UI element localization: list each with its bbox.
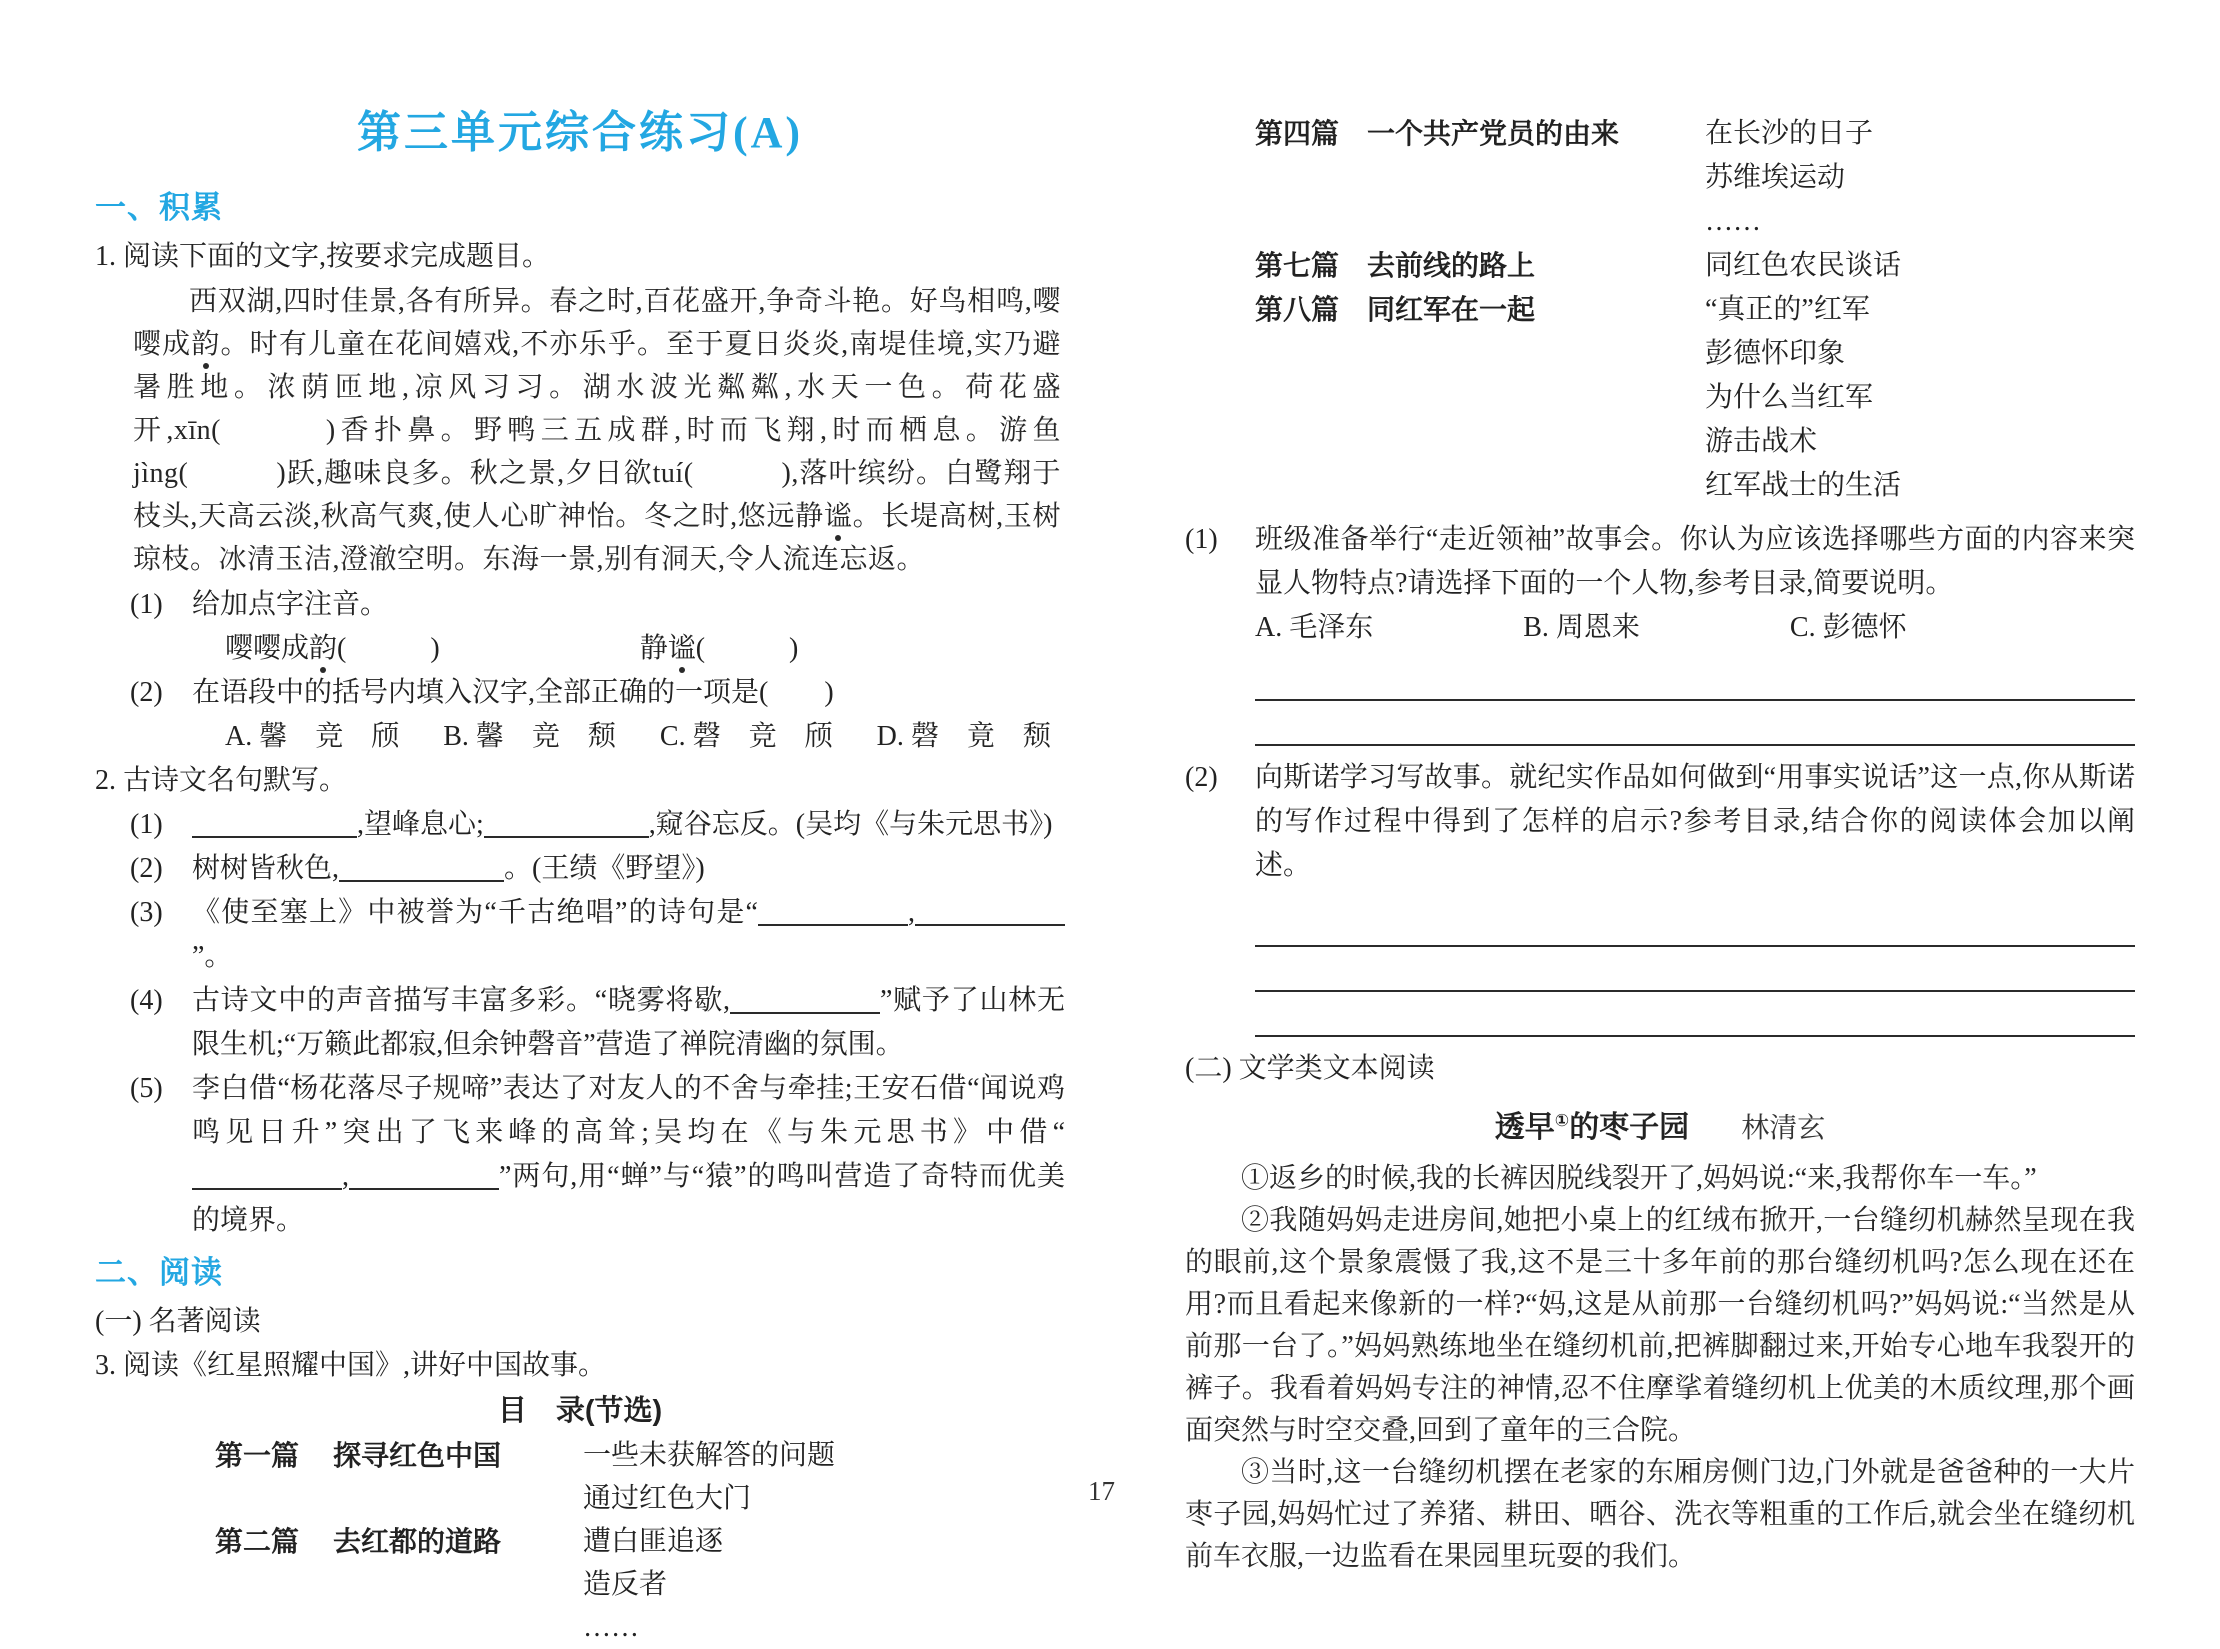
- left-column: [95, 0, 1065, 1649]
- toc-chapter-number: 第七篇: [1255, 250, 1340, 281]
- toc-item: ……: [1705, 206, 1761, 237]
- option-d: D. 磬 竟 颓: [876, 721, 1051, 752]
- toc-chapter-title: 探寻红色中国: [333, 1440, 502, 1471]
- toc-item: 在长沙的日子: [1705, 118, 1874, 149]
- option-a: A. 毛泽东: [1255, 612, 1374, 643]
- option-a: A. 馨 竞 颀: [225, 721, 400, 752]
- toc-chapter-title: 同红军在一起: [1367, 294, 1536, 325]
- answer-line: [1255, 992, 2135, 1037]
- toc-chapter-items: [583, 1520, 1065, 1649]
- toc-chapter-number: 第一篇: [215, 1440, 300, 1471]
- option-b: B. 馨 竞 颓: [443, 721, 616, 752]
- item-label: (1): [130, 809, 163, 840]
- toc-entry-1: [95, 1434, 1065, 1520]
- reading-paragraph-2: ②我随妈妈走进房间,她把小桌上的红绒布掀开,一台缝纫机赫然呈现在我的眼前,这个景象震慑了我,这不是三十多年前的那台缝纫机吗?怎么现在还在用?而且看起来像新的一样?“妈,这是从前那一台缝纫机吗?”妈妈说:“当然是从前那一台了。”妈妈熟练地坐在缝纫机前,把裤脚翻过来,开始专心地车我裂开的裤子。我看着妈妈专注的神情,忍不住摩挲着缝纫机上优美的木质纹理,那个画面突然与时空交叠,回到了童年的三合院。: [1185, 1205, 2135, 1446]
- answer-line: [1255, 947, 2135, 992]
- subquestion-text: 在语段中的括号内填入汉字,全部正确的一项是( ): [192, 677, 834, 708]
- item-text: ,望峰息心; ,窥谷忘反。(吴均《与朱元思书》): [192, 803, 1065, 847]
- reading-paragraph-3: ③当时,这一台缝纫机摆在老家的东厢房侧门边,门外就是爸爸种的一大片枣子园,妈妈忙过了养猪、耕田、晒谷、洗衣等粗重的工作后,就会坐在缝纫机前车衣服,一边监看在果园里玩耍的我们。: [1185, 1457, 2135, 1572]
- dictation-item-5: [95, 1067, 1065, 1243]
- section-heading-reading: 二、阅读: [95, 1255, 223, 1290]
- item-text: 树树皆秋色, 。(王绩《野望》): [192, 847, 1065, 891]
- unit-title: 第三单元综合练习(A): [356, 108, 804, 157]
- answer-line: [1255, 701, 2135, 746]
- page-number: 17: [1088, 1476, 1115, 1506]
- toc-item: 苏维埃运动: [1705, 162, 1846, 193]
- toc-chapter-items: [1705, 112, 2135, 244]
- reading-paragraph-1: ①返乡的时候,我的长裤因脱线裂开了,妈妈说:“来,我帮你车一车。”: [1241, 1163, 2037, 1194]
- dictation-item-2: [95, 847, 1065, 891]
- toc-chapter-title: 去前线的路上: [1367, 250, 1536, 281]
- toc-item: 为什么当红军: [1705, 382, 1874, 413]
- subquestion-label: (2): [130, 677, 163, 708]
- reading-author: 林清玄: [1741, 1113, 1826, 1144]
- toc-item: 一些未获解答的问题: [583, 1440, 836, 1471]
- question-1-stem: 1. 阅读下面的文字,按要求完成题目。: [95, 241, 551, 272]
- dictation-item-3: [95, 891, 1065, 979]
- right-column: [1185, 0, 2135, 1578]
- toc-item: 游击战术: [1705, 426, 1818, 457]
- toc-chapter-title: 一个共产党员的由来: [1367, 118, 1620, 149]
- toc-entry-4: [1185, 112, 2135, 244]
- subsection-famous-works: (一) 名著阅读: [95, 1306, 261, 1337]
- toc-item: 彭德怀印象: [1705, 338, 1846, 369]
- person-options-row: [1185, 606, 2135, 650]
- choice-options-row: [95, 715, 1065, 759]
- toc-item: 造反者: [583, 1569, 668, 1600]
- toc-chapter-items: [1705, 244, 2135, 288]
- toc-item: “真正的”红军: [1705, 294, 1870, 325]
- item-label: (5): [130, 1073, 163, 1104]
- toc-chapter-number: 第二篇: [215, 1526, 300, 1557]
- pinyin-items-row: [95, 627, 1065, 671]
- question-3-stem: 3. 阅读《红星照耀中国》,讲好中国故事。: [95, 1350, 607, 1381]
- toc-item: 同红色农民谈话: [1705, 250, 1902, 281]
- subquestion-1-1: [95, 583, 1065, 627]
- option-c: C. 磬 竞 颀: [659, 721, 833, 752]
- toc-item: 红军战士的生活: [1705, 470, 1902, 501]
- story-question-2: [1185, 756, 2135, 888]
- toc-chapter-title: 去红都的道路: [333, 1526, 502, 1557]
- reading-excerpt: 西双湖,四时佳景,各有所异。春之时,百花盛开,争奇斗艳。好鸟相鸣,嘤嘤成韵。时有儿童在花间嬉戏,不亦乐乎。至于夏日炎炎,南堤佳境,实乃避暑胜地。浓荫匝地,凉风习习。湖水波光粼粼,水天一色。荷花盛开,xīn( )香扑鼻。野鸭三五成群,时而飞翔,时而栖息。游鱼jìng( )跃,趣味良多。秋之景,夕日欲tuí( ),落叶缤纷。白鹭翔于枝头,天高云淡,秋高气爽,使人心旷神怡。冬之时,悠远静谧。长堤高树,玉树琼枝。冰清玉洁,澄澈空明。东海一景,别有洞天,令人流连忘返。: [133, 286, 1061, 575]
- toc-entry-7: [1185, 244, 2135, 288]
- subquestion-1-2: [95, 671, 1065, 715]
- toc-item: 遭白匪追逐: [583, 1526, 724, 1557]
- item-label: (3): [130, 897, 163, 928]
- toc-item: 通过红色大门: [583, 1483, 752, 1514]
- pinyin-item-1: 嘤嘤成韵( ): [225, 633, 440, 664]
- item-text: 古诗文中的声音描写丰富多彩。“晓雾将歇, ”赋予了山林无限生机;“万籁此都寂,但余钟磬音”营造了禅院清幽的氛围。: [192, 979, 1065, 1067]
- toc-chapter-number: 第八篇: [1255, 294, 1340, 325]
- toc-chapter-number: 第四篇: [1255, 118, 1340, 149]
- pinyin-item-2: 静谧( ): [639, 633, 799, 664]
- toc-item: ……: [583, 1612, 639, 1643]
- item-label: (2): [1185, 762, 1218, 793]
- toc-chapter-items: [583, 1434, 1065, 1520]
- toc-chapter-items: [1705, 288, 2135, 508]
- reading-title: 透早①的枣子园: [1494, 1111, 1690, 1144]
- dictation-item-4: [95, 979, 1065, 1067]
- item-text: 李白借“杨花落尽子规啼”表达了对友人的不舍与牵挂;王安石借“闻说鸡鸣见日升”突出了飞来峰的高耸;吴均在《与朱元思书》中借“, ”两句,用“蝉”与“猿”的鸣叫营造了奇特而优美的境界。: [192, 1073, 1065, 1236]
- item-text: 班级准备举行“走近领袖”故事会。你认为应该选择哪些方面的内容来突显人物特点?请选择下面的一个人物,参考目录,简要说明。: [1255, 524, 2135, 599]
- answer-line: [1255, 902, 2135, 947]
- question-2-stem: 2. 古诗文名句默写。: [95, 765, 348, 796]
- option-c: C. 彭德怀: [1789, 612, 1907, 643]
- toc-entry-2: [95, 1520, 1065, 1649]
- subquestion-label: (1): [130, 589, 163, 620]
- item-label: (2): [130, 853, 163, 884]
- item-text: 向斯诺学习写故事。就纪实作品如何做到“用事实说话”这一点,你从斯诺的写作过程中得到了怎样的启示?参考目录,结合你的阅读体会加以阐述。: [1255, 762, 2135, 881]
- reading-title-row: [1185, 1105, 2135, 1152]
- item-text: 《使至塞上》中被誉为“千古绝唱”的诗句是“ ,”。: [192, 891, 1065, 979]
- answer-line: [1255, 656, 2135, 701]
- subsection-literary-text: (二) 文学类文本阅读: [1185, 1053, 1435, 1084]
- story-question-1: [1185, 518, 2135, 606]
- dictation-item-1: [95, 803, 1065, 847]
- section-heading-accumulation: 一、积累: [95, 190, 223, 225]
- subquestion-text: 给加点字注音。: [192, 589, 389, 620]
- item-label: (4): [130, 985, 163, 1016]
- option-b: B. 周恩来: [1523, 612, 1640, 643]
- item-label: (1): [1185, 524, 1218, 555]
- toc-title: 目 录(节选): [497, 1395, 663, 1427]
- toc-entry-8: [1185, 288, 2135, 508]
